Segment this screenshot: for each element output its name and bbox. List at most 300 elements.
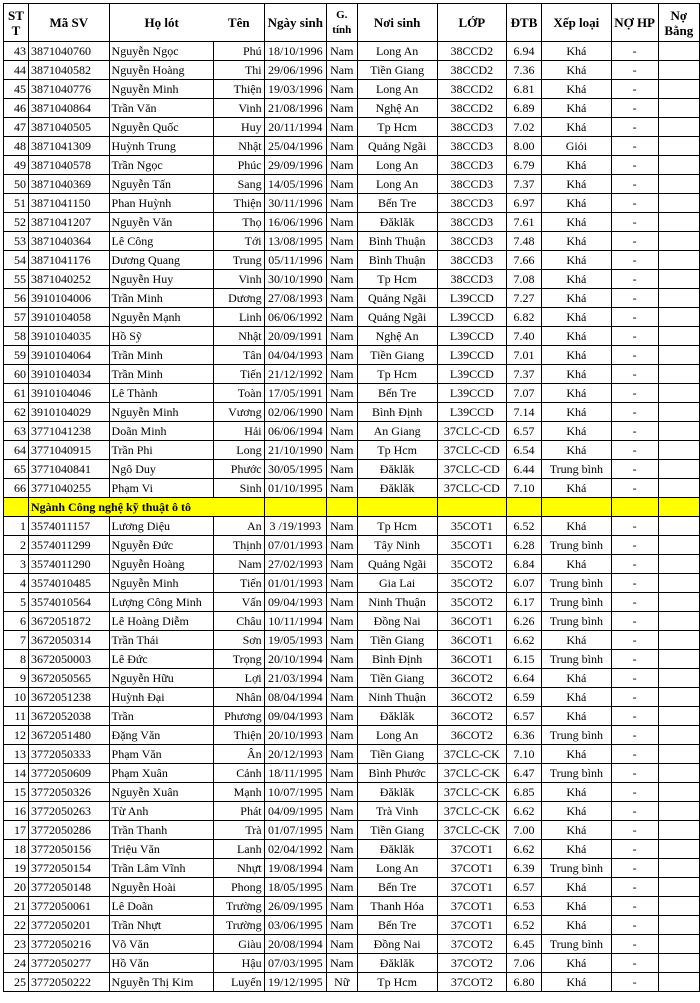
ma-sv-cell: 3771041238 [29, 422, 110, 441]
ho-lot-cell: Nguyễn Đức [109, 536, 214, 555]
gioi-tinh-cell: Nam [327, 80, 358, 99]
stt-cell: 48 [4, 137, 29, 156]
lop-cell: 37COT1 [437, 859, 506, 878]
dtb-cell: 6.89 [506, 99, 541, 118]
col-xep-loai: Xếp loại [542, 4, 611, 42]
gioi-tinh-cell: Nam [327, 137, 358, 156]
ma-sv-cell: 3672051480 [29, 726, 110, 745]
ten-cell: Tiến [214, 574, 264, 593]
noi-sinh-cell: Đồng Nai [357, 612, 437, 631]
ma-sv-cell: 3672050003 [29, 650, 110, 669]
ma-sv-cell: 3910104046 [29, 384, 110, 403]
no-bang-cell [658, 460, 699, 479]
ho-lot-cell: Lê Thành [109, 384, 214, 403]
lop-cell: 38CCD2 [437, 61, 506, 80]
no-hp-cell: - [611, 80, 658, 99]
xep-loai-cell: Trung bình [542, 574, 611, 593]
stt-cell: 12 [4, 726, 29, 745]
ten-cell: Phúc [214, 156, 264, 175]
col-lop: LỚP [437, 4, 506, 42]
noi-sinh-cell: Bến Tre [357, 194, 437, 213]
lop-cell: 36COT1 [437, 612, 506, 631]
lop-cell: 37COT1 [437, 878, 506, 897]
no-bang-cell [658, 213, 699, 232]
table-row [4, 118, 700, 137]
dtb-cell: 7.36 [506, 61, 541, 80]
gioi-tinh-cell: Nam [327, 384, 358, 403]
xep-loai-cell: Khá [542, 213, 611, 232]
ten-cell: Tân [214, 346, 264, 365]
student-list-table [3, 3, 700, 992]
ngay-sinh-cell: 21/12/1992 [264, 365, 326, 384]
lop-cell: L39CCD [437, 403, 506, 422]
ma-sv-cell: 3574011299 [29, 536, 110, 555]
lop-cell: 37COT2 [437, 935, 506, 954]
no-bang-cell [658, 536, 699, 555]
no-bang-cell [658, 441, 699, 460]
table-row [4, 631, 700, 650]
no-hp-cell: - [611, 783, 658, 802]
ngay-sinh-cell: 07/01/1993 [264, 536, 326, 555]
ho-lot-cell: Trần Minh [109, 289, 214, 308]
ngay-sinh-cell: 13/08/1995 [264, 232, 326, 251]
xep-loai-cell: Khá [542, 688, 611, 707]
no-bang-cell [658, 365, 699, 384]
table-row [4, 669, 700, 688]
ma-sv-cell: 3871040364 [29, 232, 110, 251]
xep-loai-cell: Khá [542, 840, 611, 859]
ho-lot-cell: Nguyễn Xuân [109, 783, 214, 802]
section-title: Ngành Công nghệ kỹ thuật ô tô [29, 498, 265, 517]
ten-cell: Thọ [214, 213, 264, 232]
ma-sv-cell: 3772050277 [29, 954, 110, 973]
xep-loai-cell: Khá [542, 745, 611, 764]
ho-lot-cell: Nguyễn Hữu [109, 669, 214, 688]
no-bang-cell [658, 840, 699, 859]
table-row [4, 707, 700, 726]
no-hp-cell: - [611, 973, 658, 992]
lop-cell: 37COT1 [437, 840, 506, 859]
noi-sinh-cell: Nghệ An [357, 327, 437, 346]
header-row [4, 4, 700, 42]
xep-loai-cell: Khá [542, 783, 611, 802]
gioi-tinh-cell: Nam [327, 916, 358, 935]
xep-loai-cell: Khá [542, 308, 611, 327]
lop-cell: 38CCD3 [437, 156, 506, 175]
noi-sinh-cell: Đăklăk [357, 840, 437, 859]
ho-lot-cell: Phạm Văn [109, 745, 214, 764]
stt-cell: 22 [4, 916, 29, 935]
ho-lot-cell: Võ Văn [109, 935, 214, 954]
gioi-tinh-cell: Nam [327, 707, 358, 726]
ten-cell: Luyến [214, 973, 264, 992]
noi-sinh-cell: Bình Thuận [357, 232, 437, 251]
col-ten: Tên [214, 4, 264, 42]
gioi-tinh-cell: Nam [327, 935, 358, 954]
no-hp-cell: - [611, 916, 658, 935]
ho-lot-cell: Lê Doãn [109, 897, 214, 916]
ho-lot-cell: Trần Minh [109, 365, 214, 384]
no-hp-cell: - [611, 840, 658, 859]
ma-sv-cell: 3772050148 [29, 878, 110, 897]
dtb-cell: 6.52 [506, 916, 541, 935]
col-noi-sinh: Nơi sinh [357, 4, 437, 42]
no-hp-cell: - [611, 593, 658, 612]
ngay-sinh-cell: 21/08/1996 [264, 99, 326, 118]
ma-sv-cell: 3910104058 [29, 308, 110, 327]
no-hp-cell: - [611, 897, 658, 916]
gioi-tinh-cell: Nam [327, 650, 358, 669]
ngay-sinh-cell: 30/11/1996 [264, 194, 326, 213]
noi-sinh-cell: Quảng Ngãi [357, 555, 437, 574]
gioi-tinh-cell: Nam [327, 897, 358, 916]
gioi-tinh-cell: Nam [327, 365, 358, 384]
ngay-sinh-cell: 18/05/1995 [264, 878, 326, 897]
ho-lot-cell: Phạm Xuân [109, 764, 214, 783]
table-row [4, 764, 700, 783]
xep-loai-cell: Khá [542, 631, 611, 650]
dtb-cell: 6.47 [506, 764, 541, 783]
no-bang-cell [658, 612, 699, 631]
ten-cell: Long [214, 441, 264, 460]
ho-lot-cell: Trần [109, 707, 214, 726]
ten-cell: Linh [214, 308, 264, 327]
ngay-sinh-cell: 10/07/1995 [264, 783, 326, 802]
gioi-tinh-cell: Nam [327, 346, 358, 365]
no-hp-cell: - [611, 821, 658, 840]
no-bang-cell [658, 175, 699, 194]
no-hp-cell: - [611, 99, 658, 118]
ngay-sinh-cell: 06/06/1994 [264, 422, 326, 441]
dtb-cell: 6.59 [506, 688, 541, 707]
gioi-tinh-cell: Nam [327, 669, 358, 688]
no-bang-cell [658, 821, 699, 840]
ten-cell: Ân [214, 745, 264, 764]
no-bang-cell [658, 897, 699, 916]
xep-loai-cell: Trung bình [542, 935, 611, 954]
gioi-tinh-cell: Nam [327, 745, 358, 764]
lop-cell: L39CCD [437, 308, 506, 327]
ma-sv-cell: 3871041207 [29, 213, 110, 232]
xep-loai-cell: Trung bình [542, 593, 611, 612]
gioi-tinh-cell: Nam [327, 403, 358, 422]
ngay-sinh-cell: 20/11/1994 [264, 118, 326, 137]
ten-cell: Huy [214, 118, 264, 137]
section-body [4, 498, 700, 517]
ho-lot-cell: Nguyễn Quốc [109, 118, 214, 137]
ma-sv-cell: 3772050156 [29, 840, 110, 859]
ten-cell: Trường [214, 897, 264, 916]
table-row [4, 821, 700, 840]
dtb-cell: 6.44 [506, 460, 541, 479]
ten-cell: Phong [214, 878, 264, 897]
lop-cell: 35COT1 [437, 517, 506, 536]
lop-cell: 37CLC-CK [437, 783, 506, 802]
table-row [4, 270, 700, 289]
dtb-cell: 6.64 [506, 669, 541, 688]
col-ma-sv: Mã SV [29, 4, 110, 42]
no-hp-cell: - [611, 156, 658, 175]
no-hp-cell: - [611, 308, 658, 327]
dtb-cell: 7.37 [506, 175, 541, 194]
xep-loai-cell: Khá [542, 878, 611, 897]
dtb-cell: 7.48 [506, 232, 541, 251]
gioi-tinh-cell: Nam [327, 422, 358, 441]
xep-loai-cell: Khá [542, 669, 611, 688]
table-row [4, 859, 700, 878]
gioi-tinh-cell: Nam [327, 631, 358, 650]
ma-sv-cell: 3772050061 [29, 897, 110, 916]
stt-cell: 50 [4, 175, 29, 194]
noi-sinh-cell: Tiền Giang [357, 745, 437, 764]
table-row [4, 99, 700, 118]
table-row [4, 973, 700, 992]
xep-loai-cell: Khá [542, 42, 611, 61]
ma-sv-cell: 3871040776 [29, 80, 110, 99]
lop-cell: 38CCD3 [437, 270, 506, 289]
ngay-sinh-cell: 20/09/1991 [264, 327, 326, 346]
ten-cell: Thịnh [214, 536, 264, 555]
ten-cell: Nhân [214, 688, 264, 707]
table-row [4, 232, 700, 251]
lop-cell: 38CCD2 [437, 42, 506, 61]
table-row [4, 726, 700, 745]
ngay-sinh-cell: 25/04/1996 [264, 137, 326, 156]
dtb-cell: 6.82 [506, 308, 541, 327]
gioi-tinh-cell: Nam [327, 555, 358, 574]
table-row [4, 403, 700, 422]
noi-sinh-cell: Tây Ninh [357, 536, 437, 555]
lop-cell: 38CCD3 [437, 213, 506, 232]
xep-loai-cell: Trung bình [542, 460, 611, 479]
lop-cell: 36COT1 [437, 631, 506, 650]
ten-cell: Giàu [214, 935, 264, 954]
xep-loai-cell: Khá [542, 251, 611, 270]
ten-cell: Thi [214, 61, 264, 80]
xep-loai-cell: Trung bình [542, 764, 611, 783]
ma-sv-cell: 3771040255 [29, 479, 110, 498]
no-hp-cell: - [611, 878, 658, 897]
dtb-cell: 6.28 [506, 536, 541, 555]
noi-sinh-cell: Đăklăk [357, 213, 437, 232]
dtb-cell: 6.36 [506, 726, 541, 745]
ho-lot-cell: Phạm Vi [109, 479, 214, 498]
gioi-tinh-cell: Nam [327, 213, 358, 232]
noi-sinh-cell: Nghệ An [357, 99, 437, 118]
no-hp-cell: - [611, 365, 658, 384]
ma-sv-cell: 3772050222 [29, 973, 110, 992]
ngay-sinh-cell: 19/08/1994 [264, 859, 326, 878]
ma-sv-cell: 3871041176 [29, 251, 110, 270]
table-row [4, 574, 700, 593]
gioi-tinh-cell: Nam [327, 479, 358, 498]
gioi-tinh-cell: Nam [327, 118, 358, 137]
lop-cell: 37CLC-CK [437, 764, 506, 783]
noi-sinh-cell: Đăklăk [357, 460, 437, 479]
stt-cell: 18 [4, 840, 29, 859]
xep-loai-cell: Trung bình [542, 859, 611, 878]
noi-sinh-cell: Tp Hcm [357, 441, 437, 460]
noi-sinh-cell: Tiền Giang [357, 631, 437, 650]
no-bang-cell [658, 403, 699, 422]
no-bang-cell [658, 156, 699, 175]
lop-cell: 38CCD3 [437, 118, 506, 137]
ma-sv-cell: 3910104064 [29, 346, 110, 365]
ngay-sinh-cell: 05/11/1996 [264, 251, 326, 270]
dtb-cell: 7.66 [506, 251, 541, 270]
gioi-tinh-cell: Nam [327, 308, 358, 327]
ten-cell: Vinh [214, 99, 264, 118]
ho-lot-cell: Trần Lâm Vĩnh [109, 859, 214, 878]
xep-loai-cell: Khá [542, 175, 611, 194]
ho-lot-cell: Nguyễn Hoài [109, 878, 214, 897]
noi-sinh-cell: Bình Phước [357, 764, 437, 783]
ma-sv-cell: 3871040760 [29, 42, 110, 61]
col-gioi-tinh: G. tính [327, 4, 358, 42]
no-hp-cell: - [611, 479, 658, 498]
table-row [4, 688, 700, 707]
no-bang-cell [658, 935, 699, 954]
ho-lot-cell: Nguyễn Minh [109, 80, 214, 99]
ngay-sinh-cell: 30/10/1990 [264, 270, 326, 289]
gioi-tinh-cell: Nam [327, 688, 358, 707]
no-hp-cell: - [611, 270, 658, 289]
gioi-tinh-cell: Nam [327, 802, 358, 821]
lop-cell: 38CCD3 [437, 232, 506, 251]
table-row [4, 840, 700, 859]
dtb-cell: 7.06 [506, 954, 541, 973]
ho-lot-cell: Lê Công [109, 232, 214, 251]
stt-cell: 54 [4, 251, 29, 270]
noi-sinh-cell: Bến Tre [357, 878, 437, 897]
ngay-sinh-cell: 04/04/1993 [264, 346, 326, 365]
table-row [4, 384, 700, 403]
noi-sinh-cell: Long An [357, 80, 437, 99]
noi-sinh-cell: Long An [357, 859, 437, 878]
no-hp-cell: - [611, 954, 658, 973]
dtb-cell: 6.57 [506, 422, 541, 441]
ma-sv-cell: 3871040582 [29, 61, 110, 80]
ho-lot-cell: Triệu Văn [109, 840, 214, 859]
gioi-tinh-cell: Nam [327, 441, 358, 460]
table-row [4, 213, 700, 232]
ten-cell: Nhựt [214, 859, 264, 878]
ho-lot-cell: Lê Hoàng Diễm [109, 612, 214, 631]
stt-cell: 9 [4, 669, 29, 688]
no-hp-cell: - [611, 631, 658, 650]
ngay-sinh-cell: 20/08/1994 [264, 935, 326, 954]
xep-loai-cell: Khá [542, 821, 611, 840]
dtb-cell: 6.62 [506, 631, 541, 650]
ngay-sinh-cell: 01/10/1995 [264, 479, 326, 498]
stt-cell: 59 [4, 346, 29, 365]
ngay-sinh-cell: 21/10/1990 [264, 441, 326, 460]
ma-sv-cell: 3574010485 [29, 574, 110, 593]
lop-cell: 37CLC-CD [437, 479, 506, 498]
lop-cell: 37CLC-CK [437, 802, 506, 821]
ten-cell: Cảnh [214, 764, 264, 783]
ten-cell: Phú [214, 42, 264, 61]
no-hp-cell: - [611, 403, 658, 422]
lop-cell: 36COT2 [437, 688, 506, 707]
ten-cell: Phương [214, 707, 264, 726]
no-hp-cell: - [611, 422, 658, 441]
lop-cell: 37CLC-CD [437, 441, 506, 460]
no-hp-cell: - [611, 460, 658, 479]
lop-cell: L39CCD [437, 289, 506, 308]
noi-sinh-cell: Tp Hcm [357, 365, 437, 384]
dtb-cell: 7.01 [506, 346, 541, 365]
table-row [4, 916, 700, 935]
lop-cell: L39CCD [437, 346, 506, 365]
ho-lot-cell: Huỳnh Đại [109, 688, 214, 707]
ho-lot-cell: Trần Nhựt [109, 916, 214, 935]
stt-cell: 7 [4, 631, 29, 650]
ten-cell: Vấn [214, 593, 264, 612]
lop-cell: 37COT2 [437, 954, 506, 973]
no-hp-cell: - [611, 669, 658, 688]
stt-cell: 20 [4, 878, 29, 897]
xep-loai-cell: Khá [542, 194, 611, 213]
ma-sv-cell: 3871040505 [29, 118, 110, 137]
stt-cell: 63 [4, 422, 29, 441]
ma-sv-cell: 3574010564 [29, 593, 110, 612]
table-row [4, 251, 700, 270]
gioi-tinh-cell: Nam [327, 954, 358, 973]
gioi-tinh-cell: Nam [327, 593, 358, 612]
ten-cell: Lợi [214, 669, 264, 688]
ngay-sinh-cell: 17/05/1991 [264, 384, 326, 403]
ma-sv-cell: 3772050216 [29, 935, 110, 954]
ho-lot-cell: Dương Quang [109, 251, 214, 270]
ma-sv-cell: 3772050263 [29, 802, 110, 821]
no-hp-cell: - [611, 251, 658, 270]
noi-sinh-cell: Quảng Ngãi [357, 308, 437, 327]
noi-sinh-cell: Trà Vinh [357, 802, 437, 821]
ten-cell: An [214, 517, 264, 536]
no-hp-cell: - [611, 175, 658, 194]
dtb-cell: 6.39 [506, 859, 541, 878]
table-row [4, 327, 700, 346]
dtb-cell: 6.81 [506, 80, 541, 99]
no-bang-cell [658, 574, 699, 593]
noi-sinh-cell: Tiền Giang [357, 669, 437, 688]
ngay-sinh-cell: 30/05/1995 [264, 460, 326, 479]
noi-sinh-cell: Thanh Hóa [357, 897, 437, 916]
xep-loai-cell: Khá [542, 479, 611, 498]
no-hp-cell: - [611, 384, 658, 403]
no-hp-cell: - [611, 346, 658, 365]
xep-loai-cell: Khá [542, 517, 611, 536]
gioi-tinh-cell: Nam [327, 517, 358, 536]
ma-sv-cell: 3871040578 [29, 156, 110, 175]
gioi-tinh-cell: Nam [327, 859, 358, 878]
ho-lot-cell: Nguyễn Huy [109, 270, 214, 289]
lop-cell: 35COT2 [437, 555, 506, 574]
ma-sv-cell: 3871040252 [29, 270, 110, 289]
ho-lot-cell: Lượng Công Minh [109, 593, 214, 612]
ma-sv-cell: 3574011290 [29, 555, 110, 574]
stt-cell: 65 [4, 460, 29, 479]
lop-cell: 37CLC-CD [437, 422, 506, 441]
stt-cell: 21 [4, 897, 29, 916]
col-no-hp: NỢ HP [611, 4, 658, 42]
no-hp-cell: - [611, 859, 658, 878]
ngay-sinh-cell: 03/06/1995 [264, 916, 326, 935]
table-row [4, 308, 700, 327]
ten-cell: Tới [214, 232, 264, 251]
table-row [4, 745, 700, 764]
